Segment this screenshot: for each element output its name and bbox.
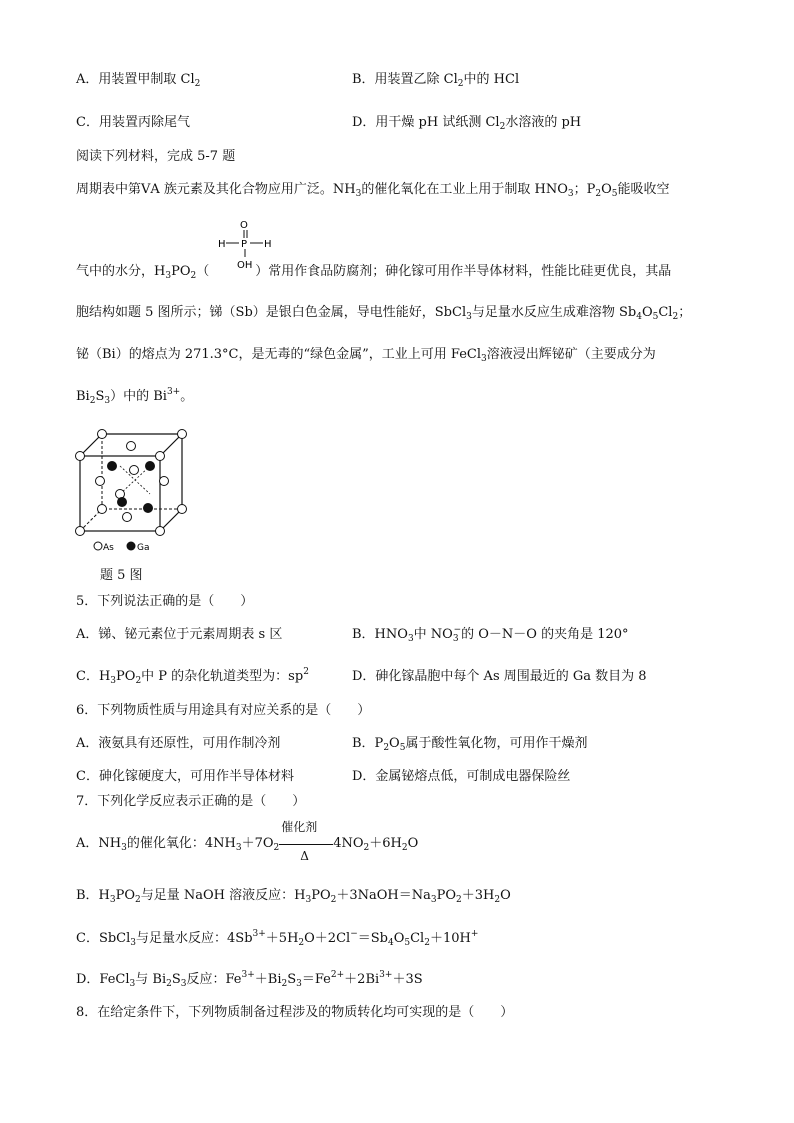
q5-option-a: A．锑、铋元素位于元素周期表 s 区 [76,627,283,642]
q6-option-b: B．$P_2O_5$属于酸性氧化物，可用作干燥剂 [352,736,588,753]
catalyst-label: 催化剂 [281,820,318,834]
passage-line-4: 铋（Bi）的熔点为 271.3°C，是无毒的“绿色金属”，工业上可用 FeCl$_3$溶液浸出辉铋矿（主要成分为 [76,347,656,364]
q4-option-d: D．用干燥 pH 试纸测 $Cl_2$水溶液的 pH [352,115,582,132]
q5-option-c: C．$H_3PO_2$中 P 的杂化轨道类型为：$sp^2$ [76,667,309,686]
legend-as-label: As [103,543,114,553]
passage-line-1: 周期表中第ⅤA 族元素及其化合物应用广泛。$NH_3$的催化氧化在工业上用于制取 $HNO_3$；$P_2O_5$能吸收空 [76,182,670,199]
figure-caption: 题 5 图 [100,568,143,583]
legend-as-marker [94,542,102,550]
q6-stem: 6．下列物质性质与用途具有对应关系的是（ ） [76,703,371,718]
q7-stem: 7．下列化学反应表示正确的是（ ） [76,794,306,809]
q5-stem: 5．下列说法正确的是（ ） [76,594,254,609]
passage-line-2: 气中的水分，$H_3PO_2$（ ）常用作食品防腐剂；砷化镓可用作半导体材料，性能比硅更优良，其晶 [76,264,672,281]
q7-option-a: A．$NH_3$的催化氧化：$4NH_3+7O_2$ 催化剂 Δ $4NO_2+6H_2O$ [76,820,419,863]
struct-h-left: H [218,239,226,250]
legend-ga-marker [127,542,136,551]
q5-option-d: D．砷化镓晶胞中每个 As 周围最近的 Ga 数目为 8 [352,669,647,684]
q4-option-b: B．用装置乙除 $Cl_2$中的 HCl [352,72,520,89]
struct-o: O [240,220,248,231]
q8-stem: 8．在给定条件下，下列物质制备过程涉及的物质转化均可实现的是（ ） [76,1005,514,1020]
legend-ga-label: Ga [137,543,150,553]
q7-option-b: B．$H_3PO_2$与足量 NaOH 溶液反应：$H_3PO_2+3NaOH=Na_3PO_2+3H_2O$ [76,888,511,905]
passage-line-5: $Bi_2S_3$）中的 $Bi^{3+}$。 [76,387,194,406]
passage-line-3: 胞结构如题 5 图所示；锑（Sb）是银白色金属，导电性能好，SbCl$_3$与足量水反应生成难溶物 $Sb_4O_5Cl_2$； [76,305,692,322]
q7-option-c: C．SbCl$_3$与足量水反应：$4Sb^{3+}+5H_2O+2Cl^-=Sb_4O_5Cl_2+10H^+$ [76,929,479,948]
struct-h-right: H [264,239,272,250]
catalyst-arrow [279,820,333,863]
reaction-bar [279,844,333,845]
struct-oh: OH [237,260,253,271]
struct-p: P [241,239,248,250]
reading-intro: 阅读下列材料，完成 5-7 题 [76,149,236,164]
crystal-cell-figure [72,424,202,560]
q7-option-d: D．FeCl$_3$与 $Bi_2S_3$反应：$Fe^{3+}+Bi_2S_3=Fe^{2+}+2Bi^{3+}+3S$ [76,970,423,989]
q6-option-a: A．液氨具有还原性，可用作制冷剂 [76,736,281,751]
q4-option-c: C．用装置丙除尾气 [76,115,190,130]
q6-option-d: D．金属铋熔点低，可制成电器保险丝 [352,769,571,784]
heat-delta: Δ [300,849,309,863]
q4-option-a: A．用装置甲制取 $Cl_2$ [76,72,201,89]
q6-option-c: C．砷化镓硬度大，可用作半导体材料 [76,769,294,784]
q5-option-b: B．$HNO_3$中 $NO_3^-$的 O－N－O 的夹角是 120° [352,625,629,644]
